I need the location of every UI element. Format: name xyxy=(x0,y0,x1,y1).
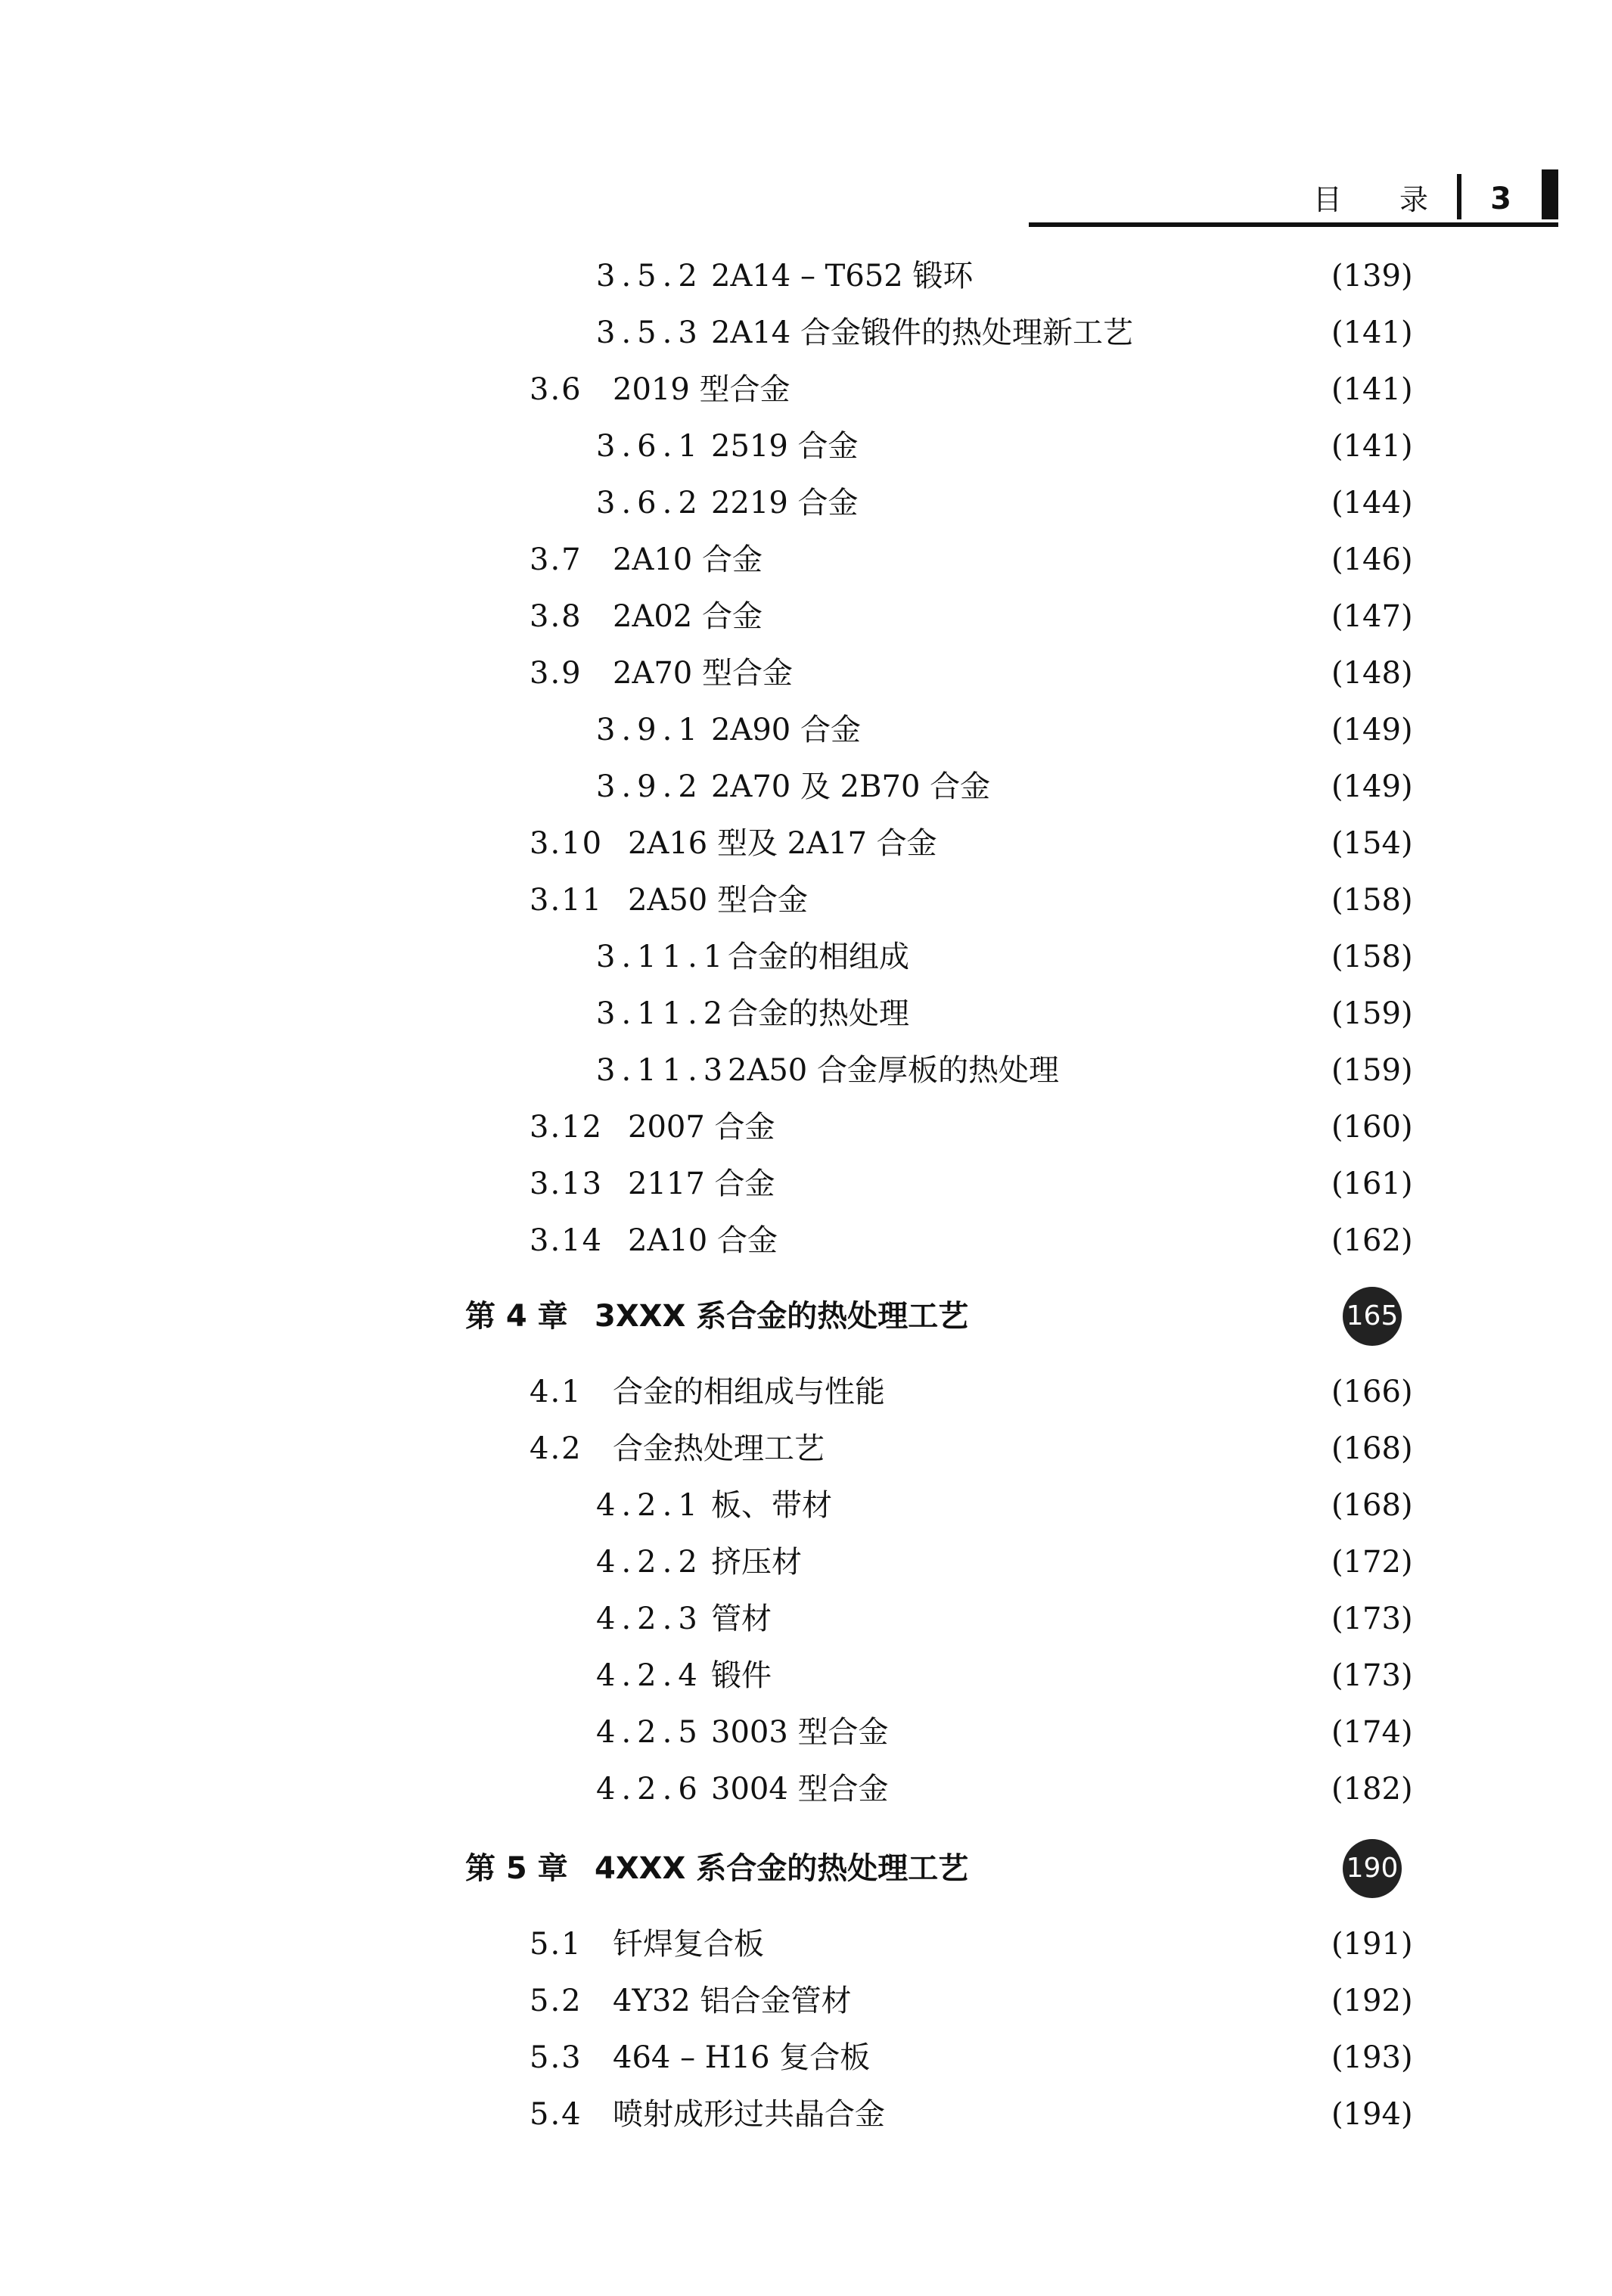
section-number: 3.11.1 xyxy=(596,940,729,974)
toc-chapter xyxy=(0,1290,1612,1343)
toc-section xyxy=(0,1214,1612,1267)
toc-subsection xyxy=(0,1536,1612,1589)
toc-subsection xyxy=(0,1479,1612,1532)
section-page: (141) xyxy=(1331,372,1413,407)
section-page: (193) xyxy=(1331,2040,1413,2075)
toc-section xyxy=(0,363,1612,416)
section-title: 2A50 型合金 xyxy=(628,883,808,918)
toc-subsection xyxy=(0,1649,1612,1702)
section-number: 3.11.2 xyxy=(596,996,729,1031)
section-page: (192) xyxy=(1331,1984,1413,2018)
section-number: 3.8 xyxy=(530,599,582,634)
section-title: 3004 型合金 xyxy=(711,1772,889,1807)
section-page: (159) xyxy=(1331,1053,1413,1088)
section-title: 2A70 及 2B70 合金 xyxy=(711,769,991,804)
section-title: 2A10 合金 xyxy=(628,1223,778,1258)
toc-subsection xyxy=(0,250,1612,303)
section-page: (154) xyxy=(1331,826,1413,861)
section-title: 挤压材 xyxy=(711,1545,802,1580)
section-number: 4.2.3 xyxy=(596,1602,704,1636)
header-rule xyxy=(1029,222,1558,227)
section-page: (139) xyxy=(1331,259,1413,294)
section-page: (194) xyxy=(1331,2097,1413,2132)
section-page: (146) xyxy=(1331,542,1413,577)
section-title: 2219 合金 xyxy=(711,486,859,520)
toc-subsection xyxy=(0,1592,1612,1645)
toc-section xyxy=(0,874,1612,927)
section-page: (173) xyxy=(1331,1658,1413,1693)
section-page: (141) xyxy=(1331,315,1413,350)
section-number: 5.2 xyxy=(530,1984,582,2018)
section-page: (182) xyxy=(1331,1772,1413,1807)
running-header xyxy=(1029,166,1558,227)
toc-subsection xyxy=(0,1044,1612,1097)
section-title: 2A14 合金锻件的热处理新工艺 xyxy=(711,315,1133,350)
section-number: 3.13 xyxy=(530,1167,604,1201)
section-page: (172) xyxy=(1331,1545,1413,1580)
section-number: 5.1 xyxy=(530,1927,582,1962)
toc-subsection xyxy=(0,704,1612,757)
toc-section xyxy=(0,1918,1612,1971)
section-number: 3.6 xyxy=(530,372,582,407)
section-number: 4.2.2 xyxy=(596,1545,704,1580)
section-title: 2A02 合金 xyxy=(613,599,763,634)
section-number: 3.7 xyxy=(530,542,582,577)
page-number: 3 xyxy=(1490,182,1511,216)
section-title: 合金的相组成 xyxy=(728,940,909,974)
toc-subsection xyxy=(0,1706,1612,1759)
section-page: (149) xyxy=(1331,713,1413,747)
section-page: (158) xyxy=(1331,940,1413,974)
toc-section xyxy=(0,1157,1612,1210)
chapter-title: 3XXX 系合金的热处理工艺 xyxy=(595,1299,969,1334)
chapter-number: 第 4 章 xyxy=(465,1299,568,1334)
section-title: 2007 合金 xyxy=(628,1110,775,1145)
section-title: 2A90 合金 xyxy=(711,713,861,747)
section-page: (161) xyxy=(1331,1167,1413,1201)
section-page: (158) xyxy=(1331,883,1413,918)
toc-subsection xyxy=(0,1763,1612,1816)
section-title: 4Y32 铝合金管材 xyxy=(613,1984,852,2018)
chapter-number: 第 5 章 xyxy=(465,1851,568,1886)
toc-section xyxy=(0,2031,1612,2084)
toc-section xyxy=(0,817,1612,870)
section-title: 合金热处理工艺 xyxy=(613,1431,825,1466)
toc-section xyxy=(0,533,1612,586)
section-title: 合金的热处理 xyxy=(728,996,909,1031)
section-number: 3.6.2 xyxy=(596,486,704,520)
section-number: 4.2.4 xyxy=(596,1658,704,1693)
section-number: 3.10 xyxy=(530,826,604,861)
section-number: 3.9 xyxy=(530,656,582,691)
section-title: 2A16 型及 2A17 合金 xyxy=(628,826,937,861)
toc-subsection xyxy=(0,420,1612,473)
section-title: 2A70 型合金 xyxy=(613,656,793,691)
toc-subsection xyxy=(0,760,1612,813)
section-number: 5.4 xyxy=(530,2097,582,2132)
section-page: (148) xyxy=(1331,656,1413,691)
section-number: 3.5.3 xyxy=(596,315,704,350)
section-page: (147) xyxy=(1331,599,1413,634)
chapter-page-badge: 190 xyxy=(1343,1839,1402,1898)
section-page: (160) xyxy=(1331,1110,1413,1145)
section-number: 3.5.2 xyxy=(596,259,704,294)
section-number: 4.2.5 xyxy=(596,1715,704,1750)
section-title: 板、带材 xyxy=(711,1488,832,1523)
toc-section xyxy=(0,1101,1612,1154)
toc-section xyxy=(0,590,1612,643)
section-number: 3.11.3 xyxy=(596,1053,729,1088)
toc-section xyxy=(0,1365,1612,1418)
section-number: 3.6.1 xyxy=(596,429,704,464)
section-page: (166) xyxy=(1331,1375,1413,1409)
toc-subsection xyxy=(0,477,1612,530)
section-number: 3.14 xyxy=(530,1223,604,1258)
toc-section xyxy=(0,1974,1612,2027)
section-number: 3.9.1 xyxy=(596,713,704,747)
section-page: (174) xyxy=(1331,1715,1413,1750)
section-title: 2A14 – T652 锻环 xyxy=(711,259,974,294)
section-number: 4.2.6 xyxy=(596,1772,704,1807)
section-page: (144) xyxy=(1331,486,1413,520)
section-number: 4.2 xyxy=(530,1431,582,1466)
section-title: 合金的相组成与性能 xyxy=(613,1375,885,1409)
section-title: 钎焊复合板 xyxy=(613,1927,764,1962)
section-number: 3.9.2 xyxy=(596,769,704,804)
section-title: 2A50 合金厚板的热处理 xyxy=(728,1053,1059,1088)
header-title: 目 录 xyxy=(1312,183,1452,216)
section-page: (141) xyxy=(1331,429,1413,464)
section-title: 2A10 合金 xyxy=(613,542,763,577)
section-number: 4.2.1 xyxy=(596,1488,704,1523)
section-title: 喷射成形过共晶合金 xyxy=(613,2097,885,2132)
section-title: 2019 型合金 xyxy=(613,372,790,407)
toc-subsection xyxy=(0,987,1612,1040)
section-number: 3.11 xyxy=(530,883,604,918)
section-page: (149) xyxy=(1331,769,1413,804)
section-page: (159) xyxy=(1331,996,1413,1031)
section-page: (162) xyxy=(1331,1223,1413,1258)
toc-subsection xyxy=(0,306,1612,359)
section-page: (191) xyxy=(1331,1927,1413,1962)
header-block-mark xyxy=(1542,169,1558,219)
toc-chapter xyxy=(0,1842,1612,1895)
toc-section xyxy=(0,2088,1612,2141)
section-title: 2117 合金 xyxy=(628,1167,775,1201)
section-number: 5.3 xyxy=(530,2040,582,2075)
section-page: (168) xyxy=(1331,1431,1413,1466)
chapter-title: 4XXX 系合金的热处理工艺 xyxy=(595,1851,969,1886)
header-divider xyxy=(1457,174,1461,219)
section-number: 4.1 xyxy=(530,1375,582,1409)
section-title: 管材 xyxy=(711,1602,772,1636)
section-page: (168) xyxy=(1331,1488,1413,1523)
section-page: (173) xyxy=(1331,1602,1413,1636)
chapter-page-badge: 165 xyxy=(1343,1287,1402,1346)
section-title: 464 – H16 复合板 xyxy=(613,2040,871,2075)
section-title: 2519 合金 xyxy=(711,429,859,464)
toc-section xyxy=(0,647,1612,700)
section-title: 锻件 xyxy=(711,1658,772,1693)
toc-section xyxy=(0,1422,1612,1475)
section-title: 3003 型合金 xyxy=(711,1715,889,1750)
section-number: 3.12 xyxy=(530,1110,604,1145)
toc-subsection xyxy=(0,931,1612,983)
